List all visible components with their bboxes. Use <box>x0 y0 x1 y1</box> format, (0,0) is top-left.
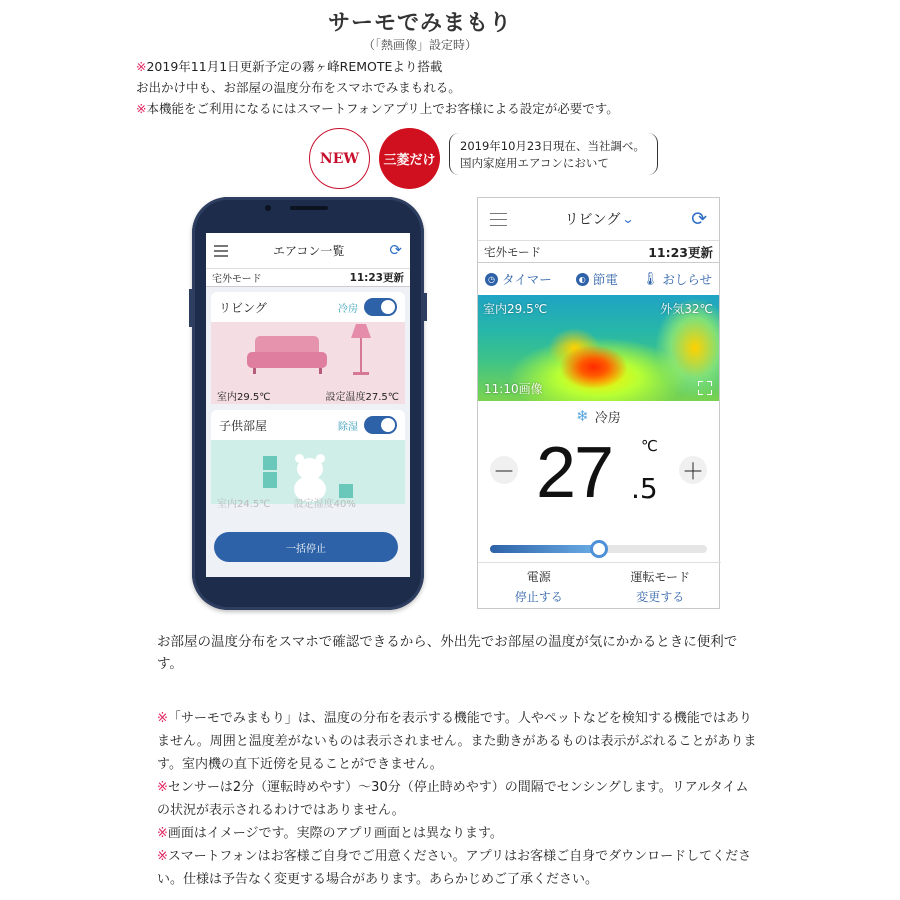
thermal-outdoor-temp: 外気32℃ <box>660 302 713 316</box>
room-setting: 設定湿度40% <box>293 499 356 510</box>
notify-button[interactable] <box>642 270 712 288</box>
survey-line-1: 2019年10月23日現在、当社調べ。 <box>460 139 646 153</box>
chevron-down-icon: ⌄ <box>621 212 635 226</box>
phone-mockup <box>192 197 424 610</box>
room-setting: 設定温度27.5℃ <box>325 391 399 403</box>
room-values-faded <box>217 495 356 510</box>
slider-knob[interactable] <box>590 540 608 558</box>
thermal-image-time: 11:10画像 <box>484 382 543 396</box>
note-text: 本機能をご利用になるにはスマートフォンアプリ上でお客様による設定が必要です。 <box>146 101 619 116</box>
thermal-image[interactable] <box>478 295 719 401</box>
refresh-icon[interactable]: ⟳ <box>389 241 402 259</box>
lamp-icon <box>351 324 371 338</box>
living-room-illustration <box>211 322 405 386</box>
room-mode: 冷房 <box>338 303 358 315</box>
status-time: 11:23更新 <box>648 244 713 260</box>
phone-app-header <box>206 233 410 269</box>
survey-note <box>460 138 645 172</box>
phone-status-bar <box>206 269 410 287</box>
bracket-right <box>648 133 658 175</box>
kids-room-illustration <box>211 440 405 510</box>
note-mark: ※ <box>136 101 147 116</box>
status-mode: 宅外モード <box>484 244 542 259</box>
phone-volume-button <box>189 289 192 327</box>
temperature-control <box>478 431 719 523</box>
note-line-2 <box>136 78 461 96</box>
eco-label: 節電 <box>592 272 618 287</box>
temperature-slider[interactable] <box>490 541 707 557</box>
operation-mode-display <box>478 401 719 431</box>
status-time: 11:23更新 <box>349 272 404 284</box>
room-mode: 除湿 <box>338 421 358 433</box>
snowflake-icon: ❄ <box>576 407 589 425</box>
phone-camera <box>265 205 271 211</box>
bracket-left <box>449 133 459 175</box>
sofa-leg <box>253 368 256 374</box>
note-mark: ※ <box>157 826 168 841</box>
room-card-header <box>211 292 405 322</box>
page-title: サーモでみまもり <box>327 11 512 36</box>
temp-down-button[interactable]: － <box>490 456 518 484</box>
phone-screen <box>206 233 410 576</box>
room-card-header <box>211 410 405 440</box>
app-detail-screen <box>477 197 720 609</box>
sofa-seat <box>247 352 327 368</box>
room-selector-label: リビング <box>564 212 621 228</box>
fine-print-item <box>157 822 757 845</box>
page-subtitle: （「熱画像」設定時） <box>362 38 477 52</box>
timer-button[interactable] <box>485 270 552 288</box>
eco-icon: ◐ <box>576 273 589 286</box>
mitsubishi-only-badge: 三菱だけ <box>379 128 440 189</box>
room-indoor-temp: 室内24.5℃ <box>217 499 271 510</box>
fine-print-text: センサーは2分（運転時めやす）～30分（停止時めやす）の間隔でセンシングします。リアルタイムの状況が表示されるわけではありません。 <box>157 780 749 818</box>
room-selector[interactable] <box>565 209 634 229</box>
power-control <box>478 563 600 610</box>
power-stop-link[interactable]: 停止する <box>514 590 563 604</box>
eco-button[interactable] <box>576 270 618 288</box>
note-line-3 <box>136 99 619 117</box>
sofa-leg <box>319 368 322 374</box>
refresh-icon[interactable]: ⟳ <box>691 207 707 230</box>
action-bar <box>478 263 719 295</box>
stop-all-button[interactable]: 一括停止 <box>214 532 398 562</box>
note-text: 2019年11月1日更新予定の霧ヶ峰REMOTEより搭載 <box>146 59 443 74</box>
lamp-base <box>353 372 369 375</box>
bottom-controls <box>478 562 721 610</box>
op-mode-control <box>600 563 722 610</box>
notify-label: おしらせ <box>662 272 712 287</box>
temp-integer: 27 <box>536 433 613 513</box>
note-text: お出かけ中も、お部屋の温度分布をスマホでみまもれる。 <box>136 80 461 95</box>
power-header: 電源 <box>526 570 551 584</box>
app-status-bar <box>478 241 719 263</box>
note-mark: ※ <box>157 780 168 795</box>
hamburger-icon[interactable] <box>214 245 228 256</box>
temp-up-button[interactable]: ＋ <box>679 456 707 484</box>
op-mode-header: 運転モード <box>630 570 691 584</box>
note-line-1 <box>136 57 442 75</box>
room-power-toggle[interactable] <box>364 298 397 316</box>
thermal-indoor-temp: 室内29.5℃ <box>483 302 548 316</box>
expand-icon[interactable] <box>698 381 712 395</box>
room-name: 子供部屋 <box>219 418 268 433</box>
app-header <box>478 198 719 241</box>
fine-print-text: スマートフォンはお客様ご自身でご用意ください。アプリはお客様ご自身でダウンロードしてください。仕様は予告なく変更する場合があります。あらかじめご了承ください。 <box>157 849 752 887</box>
temp-decimal: .5 <box>631 472 658 505</box>
mode-label: 冷房 <box>594 410 621 426</box>
fine-print-item <box>157 707 757 776</box>
fine-print-item <box>157 776 757 822</box>
hamburger-icon[interactable] <box>490 213 507 226</box>
note-mark: ※ <box>157 849 168 864</box>
toy-block <box>263 456 277 470</box>
room-name: リビング <box>219 300 267 315</box>
fine-print-text: 画面はイメージです。実際のアプリ画面とは異なります。 <box>167 826 503 841</box>
toy-block <box>263 472 277 488</box>
clock-icon: ◷ <box>485 273 498 286</box>
room-indoor-temp: 室内29.5℃ <box>217 391 271 403</box>
op-mode-change-link[interactable]: 変更する <box>636 590 685 604</box>
slider-fill <box>490 545 599 553</box>
room-card-kids[interactable] <box>211 410 405 510</box>
thermometer-icon: 🌡 <box>641 271 659 287</box>
room-power-toggle[interactable] <box>364 416 397 434</box>
room-values <box>211 386 405 404</box>
timer-label: タイマー <box>502 272 552 287</box>
note-mark: ※ <box>157 711 168 726</box>
new-badge: NEW <box>309 128 370 189</box>
temp-unit: ℃ <box>641 437 658 455</box>
fine-print-item <box>157 845 757 891</box>
fine-print <box>157 707 757 891</box>
phone-power-button <box>424 293 427 321</box>
status-mode: 宅外モード <box>212 274 262 285</box>
phone-app-title: エアコン一覧 <box>273 244 345 258</box>
feature-description: お部屋の温度分布をスマホで確認できるから、外出先でお部屋の温度が気にかかるときに便利です。 <box>157 634 738 672</box>
phone-speaker <box>290 206 328 210</box>
survey-line-2: 国内家庭用エアコンにおいて <box>460 156 609 170</box>
note-mark: ※ <box>136 59 147 74</box>
lamp-pole <box>360 338 362 372</box>
fine-print-text: 「サーモでみまもり」は、温度の分布を表示する機能です。人やペットなどを検知する機能ではありません。周囲と温度差がないものは表示されません。また動きがあるものは表示がぶれることがあります。室内機の直下近傍を見ることができません。 <box>157 711 757 772</box>
room-card-living[interactable] <box>211 292 405 404</box>
